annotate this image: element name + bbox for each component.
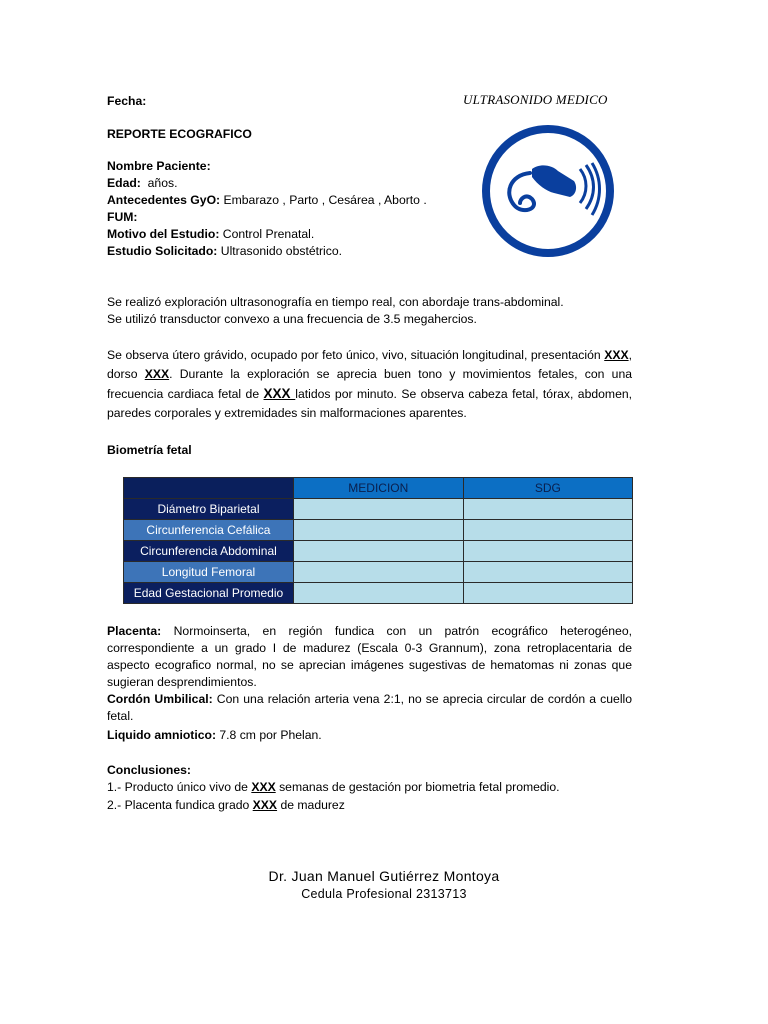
conclusion-item-2 [107, 797, 345, 814]
grado-placeholder: XXX [252, 798, 278, 812]
fum-label: FUM: [107, 210, 138, 224]
dorso-placeholder: XXX [144, 367, 170, 381]
antecedentes-value: Embarazo , Parto , Cesárea , Aborto . [223, 193, 427, 207]
conclusion-2-pre: 2.- Placenta fundica grado [107, 798, 253, 812]
sdg-cell[interactable] [463, 562, 632, 583]
row-label: Edad Gestacional Promedio [124, 583, 294, 604]
table-row [124, 499, 633, 520]
medicion-cell[interactable] [293, 499, 463, 520]
cordon-text: Con una relación arteria vena 2:1, no se aprecia circular de cordón a cuello fetal. [107, 692, 633, 723]
medicion-cell[interactable] [293, 583, 463, 604]
table-header-row [124, 478, 633, 499]
liquido-label: Liquido amniotico: [107, 728, 216, 742]
placenta-text: Normoinserta, en región fundica con un patrón ecográfico heterogéneo, correspondiente a un grado I de madurez (Escala 0-3 Grannum), zona retroplacentaria de aspecto ecografico normal, no se aprecian imágenes sugestivas de hematomas ni zonas que sugieran desprendimientos. [107, 624, 632, 689]
table-header-corner [124, 478, 294, 499]
table-row [124, 583, 633, 604]
conclusion-item-1 [107, 779, 560, 796]
ultrasound-probe-icon [480, 123, 616, 259]
findings-text-3: . Durante la exploración se aprecia buen tono y movimientos fetales, con una frecuencia cardiaca fetal de [107, 367, 632, 401]
edad-value: años. [147, 176, 178, 190]
findings-text-4: latidos por minuto. Se observa cabeza fetal, tórax, abdomen, paredes corporales y extremidades sin malformaciones aparentes. [107, 387, 633, 420]
cedula-profesional: Cedula Profesional 2313713 [301, 887, 467, 901]
table-header-sdg: SDG [463, 478, 632, 499]
presentacion-placeholder: XXX [604, 348, 629, 362]
brand-title: ULTRASONIDO MEDICO [463, 92, 608, 107]
semanas-placeholder: XXX [251, 780, 276, 794]
edad-line [107, 175, 177, 192]
motivo-label: Motivo del Estudio: [107, 227, 220, 241]
cordon-paragraph [107, 691, 632, 725]
estudio-label: Estudio Solicitado: [107, 244, 218, 258]
table-row [124, 520, 633, 541]
intro-line-2: Se utilizó transductor convexo a una frecuencia de 3.5 megahercios. [107, 312, 477, 326]
placenta-paragraph [107, 623, 632, 691]
placenta-label: Placenta: [107, 624, 162, 638]
antecedentes-label: Antecedentes GyO: [107, 193, 221, 207]
sdg-cell[interactable] [463, 541, 632, 562]
motivo-line [107, 226, 314, 243]
liquido-line [107, 727, 322, 744]
doctor-name: Dr. Juan Manuel Gutiérrez Montoya [268, 868, 500, 884]
intro-line-1: Se realizó exploración ultrasonografía en tiempo real, con abordaje trans-abdominal. [107, 295, 564, 309]
row-label: Circunferencia Cefálica [124, 520, 294, 541]
fcf-placeholder: XXX [263, 386, 296, 401]
medicion-cell[interactable] [293, 562, 463, 583]
row-label: Diámetro Biparietal [124, 499, 294, 520]
biometria-table [123, 477, 633, 604]
fecha-label: Fecha: [107, 94, 147, 108]
antecedentes-line [107, 192, 427, 209]
findings-text-2: , dorso [107, 348, 632, 381]
sdg-cell[interactable] [463, 499, 632, 520]
report-title: REPORTE ECOGRAFICO [107, 127, 252, 141]
table-row [124, 541, 633, 562]
row-label: Longitud Femoral [124, 562, 294, 583]
biometria-title: Biometría fetal [107, 443, 192, 457]
conclusion-2-post: de madurez [277, 798, 345, 812]
table-row [124, 562, 633, 583]
medicion-cell[interactable] [293, 520, 463, 541]
findings-paragraph [107, 346, 632, 423]
edad-label: Edad: [107, 176, 141, 190]
nombre-label: Nombre Paciente: [107, 159, 211, 173]
conclusion-1-post: semanas de gestación por biometria fetal promedio. [275, 780, 560, 794]
findings-text-1: Se observa útero grávido, ocupado por feto único, vivo, situación longitudinal, presentación [107, 348, 605, 362]
sdg-cell[interactable] [463, 583, 632, 604]
row-label: Circunferencia Abdominal [124, 541, 294, 562]
cordon-label: Cordón Umbilical: [107, 692, 213, 706]
motivo-value: Control Prenatal. [222, 227, 315, 241]
sdg-cell[interactable] [463, 520, 632, 541]
medicion-cell[interactable] [293, 541, 463, 562]
conclusiones-title: Conclusiones: [107, 763, 191, 777]
estudio-value: Ultrasonido obstétrico. [220, 244, 343, 258]
estudio-line [107, 243, 342, 260]
conclusion-1-pre: 1.- Producto único vivo de [107, 780, 252, 794]
table-header-medicion: MEDICION [293, 478, 463, 499]
liquido-text: 7.8 cm por Phelan. [216, 728, 322, 742]
